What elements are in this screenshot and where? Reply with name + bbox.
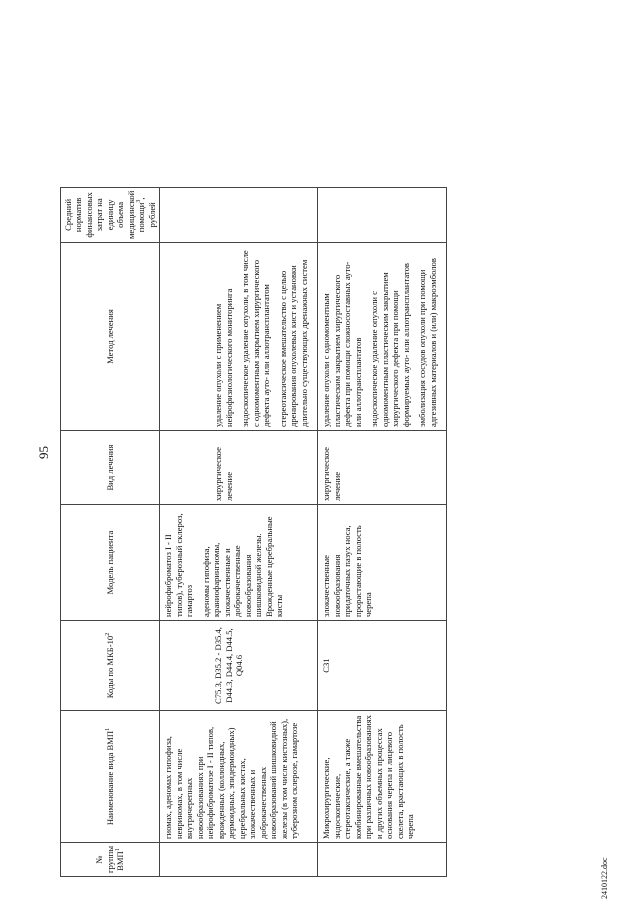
cell-codes: C31	[318, 621, 447, 711]
header-model: Модель пациента	[61, 505, 160, 621]
header-method: Метод лечения	[61, 243, 160, 431]
method-item: эндоскопическое удаление опухоли, в том числе с одномоментным закрытием хирургического дефекта ауто- или аллотрансплантатом	[240, 250, 272, 428]
header-kind: Вид лечения	[61, 431, 160, 505]
cell-method	[160, 243, 318, 431]
cell-group	[160, 843, 318, 877]
kind-text: хирургическое лечение	[213, 447, 234, 502]
header-norm: Средний норматив финансовых затрат на единицу объема медицинской помощи$^3$, рублей	[61, 187, 160, 242]
method-item: эмболизация сосудов опухоли при помощи адгезивных материалов и (или) макроэмболов	[417, 258, 438, 428]
cell-kind: хирургическое лечение	[318, 431, 447, 505]
cell-model: злокачественные новообразования придаточных пазух носа, прорастающие в полость черепа	[318, 505, 447, 621]
cell-name: Микрохирургические, эндоскопические, стереотаксические, а также комбинированные вмешательства при различных новообразованиях и других объемных процессах основания черепа и лицевого скелета, врастающих в полость черепа	[318, 711, 447, 843]
header-codes: Коды по МКБ-$10^2$	[61, 621, 160, 711]
vmp-table	[60, 187, 447, 877]
cell-norm	[160, 187, 318, 242]
model-top-text: нейрофиброматоз I - II типов), туберозный склероз, гамартоз	[163, 513, 195, 618]
cell-name: гиомах, аденомах гипофиза, невриномах, в том числе внутричерепных новообразованиях при нейрофиброматозе I - II типов, врожденных (коллоидных, дермоидных, эпидермоидных) церебральных кистах, злокачественных и доброкачественных новообразований шишковидной железы (в том числе кистозных), туберозном склерозе, гамартозе	[160, 711, 318, 843]
method-item: стереотаксическое вмешательство с целью дренирования опухолевых кист и установки длительно существующих дренажных систем	[277, 259, 309, 428]
page-number: 95	[36, 446, 51, 459]
footer-filename: 2410122.doc	[600, 857, 609, 899]
cell-model	[160, 505, 318, 621]
method-item: удаление опухоли с применением нейрофизиологического мониторинга	[213, 288, 234, 428]
cell-kind	[160, 431, 318, 505]
cell-codes	[160, 621, 318, 711]
method-item: удаление опухоли с одномоментным пластическим закрытием хирургического дефекта при помощи сложносоставных ауто- или аллотрансплантатов	[321, 261, 363, 428]
model-text: аденомы гипофиза, краниофарингиомы, злокачественные и доброкачественные новообразования шишковидной железы. Врожденные церебральные кисты	[200, 516, 285, 618]
table-header-row	[61, 187, 160, 876]
codes-text: C75.3, D35.2 - D35.4, D44.3, D44.4, D44.5, Q04.6	[213, 627, 245, 704]
header-group: № группы ВМП$^1$	[61, 843, 160, 877]
table-row	[160, 187, 318, 876]
cell-group	[318, 843, 447, 877]
method-item: эндоскопическое удаление опухоли с одномоментным пластическим закрытием хирургического дефекта при помощи формируемых ауто- или аллотрансплантатов	[369, 263, 411, 428]
table-row	[318, 187, 447, 876]
header-name: Наименование вида ВМП$^1$	[61, 711, 160, 843]
cell-norm	[318, 187, 447, 242]
cell-method	[318, 243, 447, 431]
